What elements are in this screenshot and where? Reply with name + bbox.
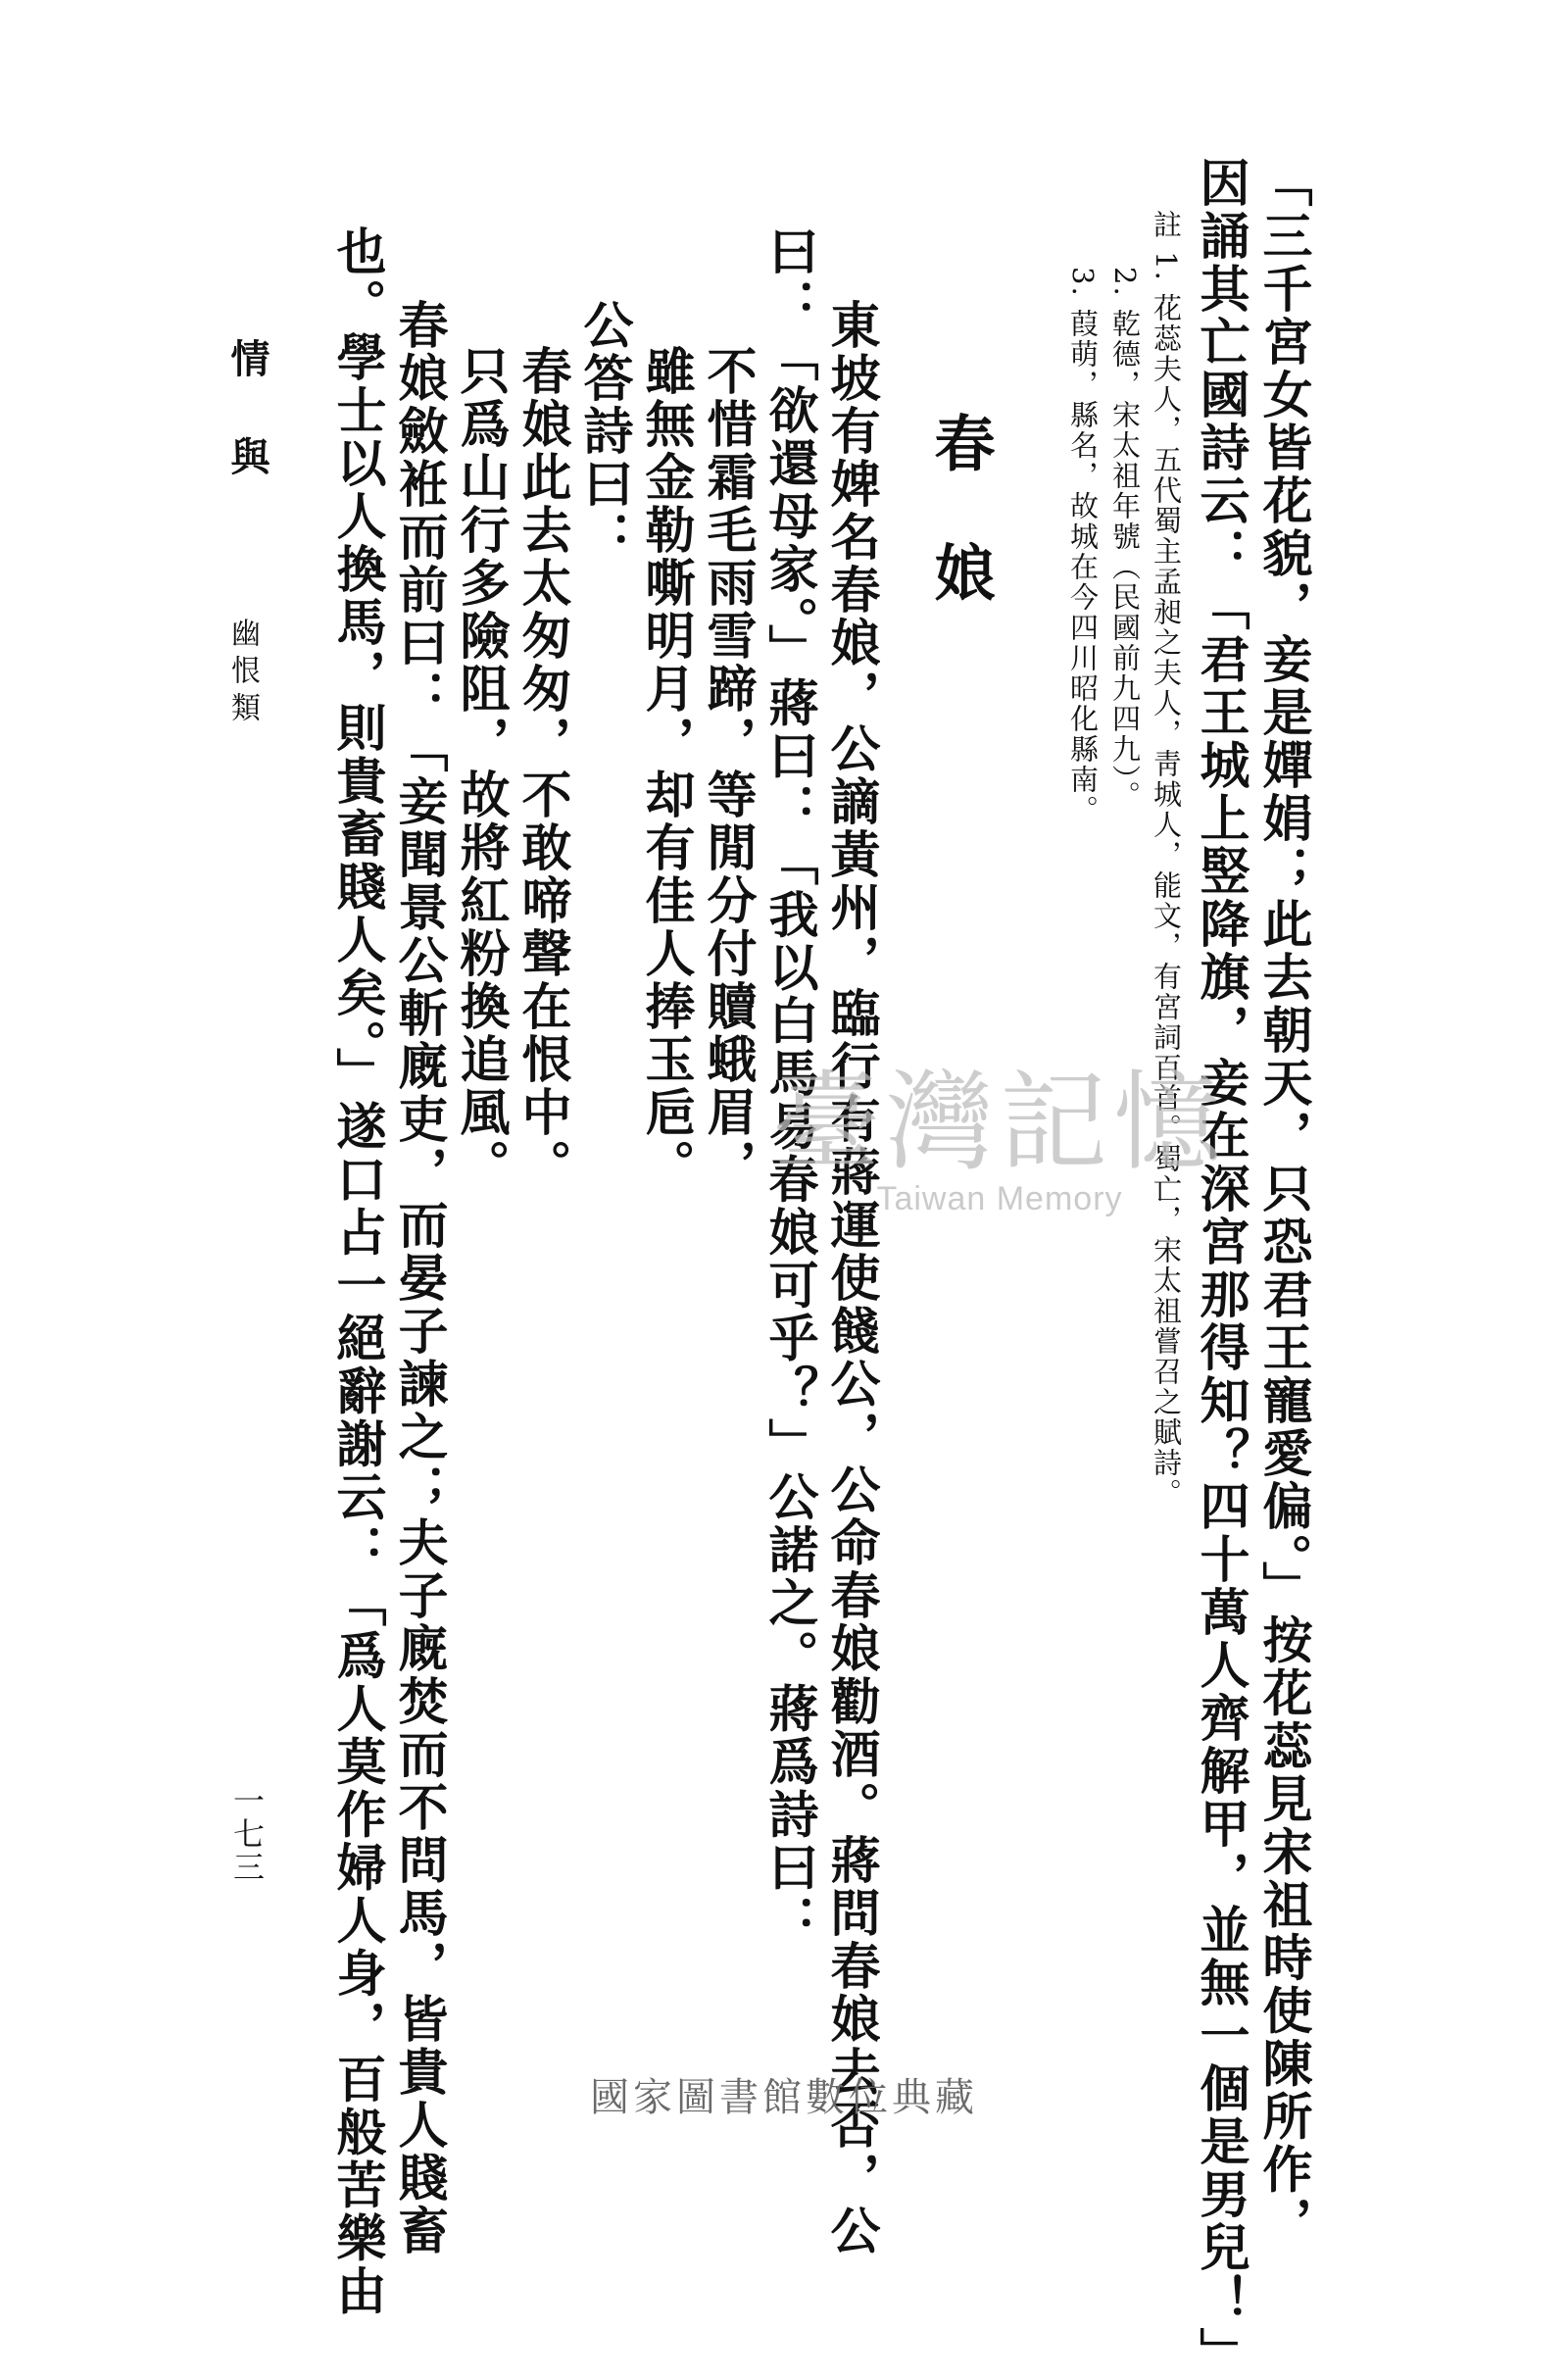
watermark-english: Taiwan Memory: [876, 1180, 1123, 1217]
watermark-logo-text: 臺灣記憶: [772, 1060, 1227, 1185]
book-title: 情與: [224, 338, 270, 534]
text-column-6: 東坡有婢名春娘，公謫黃州，臨行有蔣運使餞公，公命春娘勸酒。蔣問春娘去否，公: [821, 299, 880, 2257]
footnote-1: 註 1. 花蕊夫人，五代蜀主孟昶之夫人，靑城人，能文，有宮詞百首。蜀亡，宋太祖嘗召之賦詩。: [1150, 210, 1183, 1510]
text-column-2: 因誦其亡國詩云：「君王城上竪降旗，妾在深宮那得知？四十萬人齊解甲，並無一個是男兒！」: [1191, 157, 1250, 2380]
text-column-1: 「三千宮女皆花貌，妾是嬋娟；此去朝天，只恐君王寵愛偏。」按花蕊見宋祖時使陳所作，: [1253, 157, 1312, 2250]
poem-line-4: 只爲山行多險阻，故將紅粉換追風。: [451, 345, 510, 1192]
text-column-10: 公答詩曰：: [574, 299, 633, 564]
poem-line-2: 雖無金勒嘶明月，却有佳人捧玉巵。: [636, 345, 695, 1192]
text-column-13: 春娘斂袵而前曰：「妾聞景公斬廐吏，而晏子諫之；夫子廐焚而不問馬，皆貴人賤畜: [389, 299, 448, 2257]
watermark: [745, 1060, 1254, 1235]
text-column-7: 曰：「欲還母家。」蔣曰：「我以白馬易春娘可乎？」公諾之。蔣爲詩曰：: [760, 225, 818, 1948]
text-column-14: 也。學士以人換馬，則貴畜賤人矣。」遂口占一絕辭謝云：「爲人莫作婦人身，百般苦樂由: [327, 225, 386, 2318]
page-number: 一七三: [228, 1784, 266, 1884]
poem-line-3: 春娘此去太匆匆，不敢啼聲在恨中。: [513, 345, 571, 1192]
footnote-2: 2. 乾德，宋太祖年號（民國前九四九）。: [1108, 267, 1142, 812]
poem-line-1: 不惜霜毛雨雪蹄，等閒分付贖蛾眉，: [698, 345, 757, 1192]
footnote-3: 3. 葭萌，縣名，故城在今四川昭化縣南。: [1066, 267, 1100, 825]
library-credit: 國家圖書館數位典藏: [590, 2075, 978, 2120]
section-title: 春娘: [924, 412, 996, 670]
category-label: 幽恨類: [225, 618, 260, 729]
